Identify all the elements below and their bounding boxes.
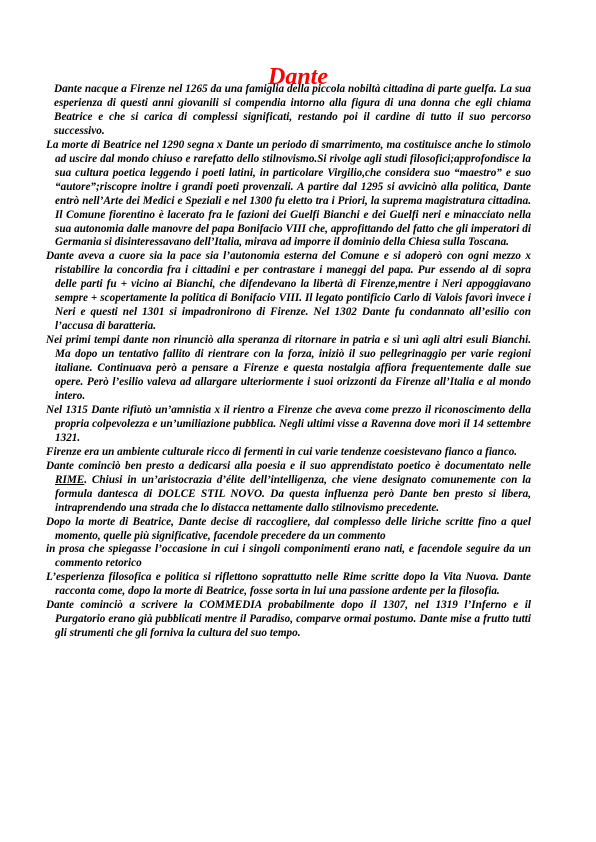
paragraph-politics: Dante aveva a cuore sia la pace sia l’autonomia esterna del Comune e si adoperò con ogni mezzo x ristabilire la concordia fra i cittadini e per contrastare i maneggi del papa. Pur essendo al di sopra delle parti fu + vicino ai Bianchi, che difendevano la libertà di Firenze,mentre i Neri appoggiavano sempre + scopertamente la politica di Bonifacio VIII. Il legato pontificio Carlo di Valois favorì invece i Neri e questi nel 1301 si impadronirono di Firenze. Nel 1302 Dante fu condannato all’esilio con l’accusa di baratteria. [46, 250, 531, 333]
rime-text-before: Dante cominciò ben presto a dedicarsi alla poesia e il suo apprendistato poetico è documentato nelle [46, 459, 531, 472]
page-title: Dante [268, 64, 328, 91]
paragraph-commedia: Dante cominciò a scrivere la COMMEDIA probabilmente dopo il 1307, nel 1319 l’Inferno e il Purgatorio erano già pubblicati mentre il Paradiso, comparve ormai postumo. Dante mise a frutto tutti gli strumenti che gli forniva la cultura del suo tempo. [46, 599, 531, 640]
rime-text-after: . Chiusi in un’aristocrazia d’élite dell’intelligenza, che viene designato comunemente con la formula dantesca di DOLCE STIL NOVO. Da questa influenza però Dante ben presto si libera, intraprendendo una strada che lo distacca nettamente dallo stilnovismo precedente. [55, 473, 531, 514]
paragraph-rime [46, 460, 531, 516]
rime-link[interactable]: RIME [55, 473, 85, 486]
paragraph-florence-culture: Firenze era un ambiente culturale ricco di fermenti in cui varie tendenze coesistevano fianco a fianco. [46, 445, 518, 458]
document-body [46, 83, 531, 641]
paragraph-exile: Nei primi tempi dante non rinunciò alla speranza di ritornare in patria e si unì agli altri esuli Bianchi. Ma dopo un tentativo fallito di rientrare con la forza, iniziò il suo pellegrinaggio per varie regioni italiane. Continuava però a pensare a Firenze e questa nostalgia affiora frequentemente dalle sue opere. Però l’esilio valeva ad allargare ulteriormente i suoi orizzonti da Firenze all’Italia e al mondo intero. [46, 334, 531, 402]
paragraph-vita-nuova: Dopo la morte di Beatrice, Dante decise di raccogliere, dal complesso delle liriche scritte fino a quel momento, quelle più significative, facendole precedere da un commento [46, 515, 531, 542]
paragraph-beatrice-death: La morte di Beatrice nel 1290 segna x Dante un periodo di smarrimento, ma costituisce anche lo stimolo ad uscire dal mondo chiuso e rarefatto dello stilnovismo.Si rivolge agli studi filosofici;approfondisce la sua cultura poetica leggendo i poeti latini, in particolare Virgilio,che considera suo “maestro” e suo “autore”;riscopre inoltre i grandi poeti provenzali. A partire dal 1295 si avvicinò alla politica, Dante entrò nell’Arte dei Medici e Speziali e nel 1300 fu eletto tra i Priori, la suprema magistratura cittadina. Il Comune fiorentino è lacerato fra le fazioni dei Guelfi Bianchi e dei Guelfi neri e minacciato nella sua autonomia dalle manovre del papa Bonifacio VIII che, approfittando del fatto che gli imperatori di Germania si disinteressavano dell’Italia, mirava ad imporre il dominio della Chiesa sulla Toscana. [46, 138, 531, 249]
paragraph-prosa: in prosa che spiegasse l’occasione in cui i singoli componimenti erano nati, e facendole seguire da un commento retorico [46, 543, 531, 570]
paragraph-philosophy: L’esperienza filosofica e politica si riflettono soprattutto nelle Rime scritte dopo la Vita Nuova. Dante racconta come, dopo la morte di Beatrice, fosse sorta in lui una passione ardente per la filosofia. [46, 571, 531, 598]
paragraph-amnesty: Nel 1315 Dante rifiutò un’amnistia x il rientro a Firenze che aveva come prezzo il riconoscimento della propria colpevolezza e un’umiliazione pubblica. Negli ultimi visse a Ravenna dove morì il 14 settembre 1321. [46, 403, 531, 444]
paragraph-birth: Dante nacque a Firenze nel 1265 da una famiglia della piccola nobiltà cittadina di parte guelfa. La sua esperienza di questi anni giovanili si compendia intorno alla figura di una donna che egli chiama Beatrice e che si carica di complessi significati, restando poi il cardine di tutto il suo percorso successivo. [54, 83, 531, 137]
